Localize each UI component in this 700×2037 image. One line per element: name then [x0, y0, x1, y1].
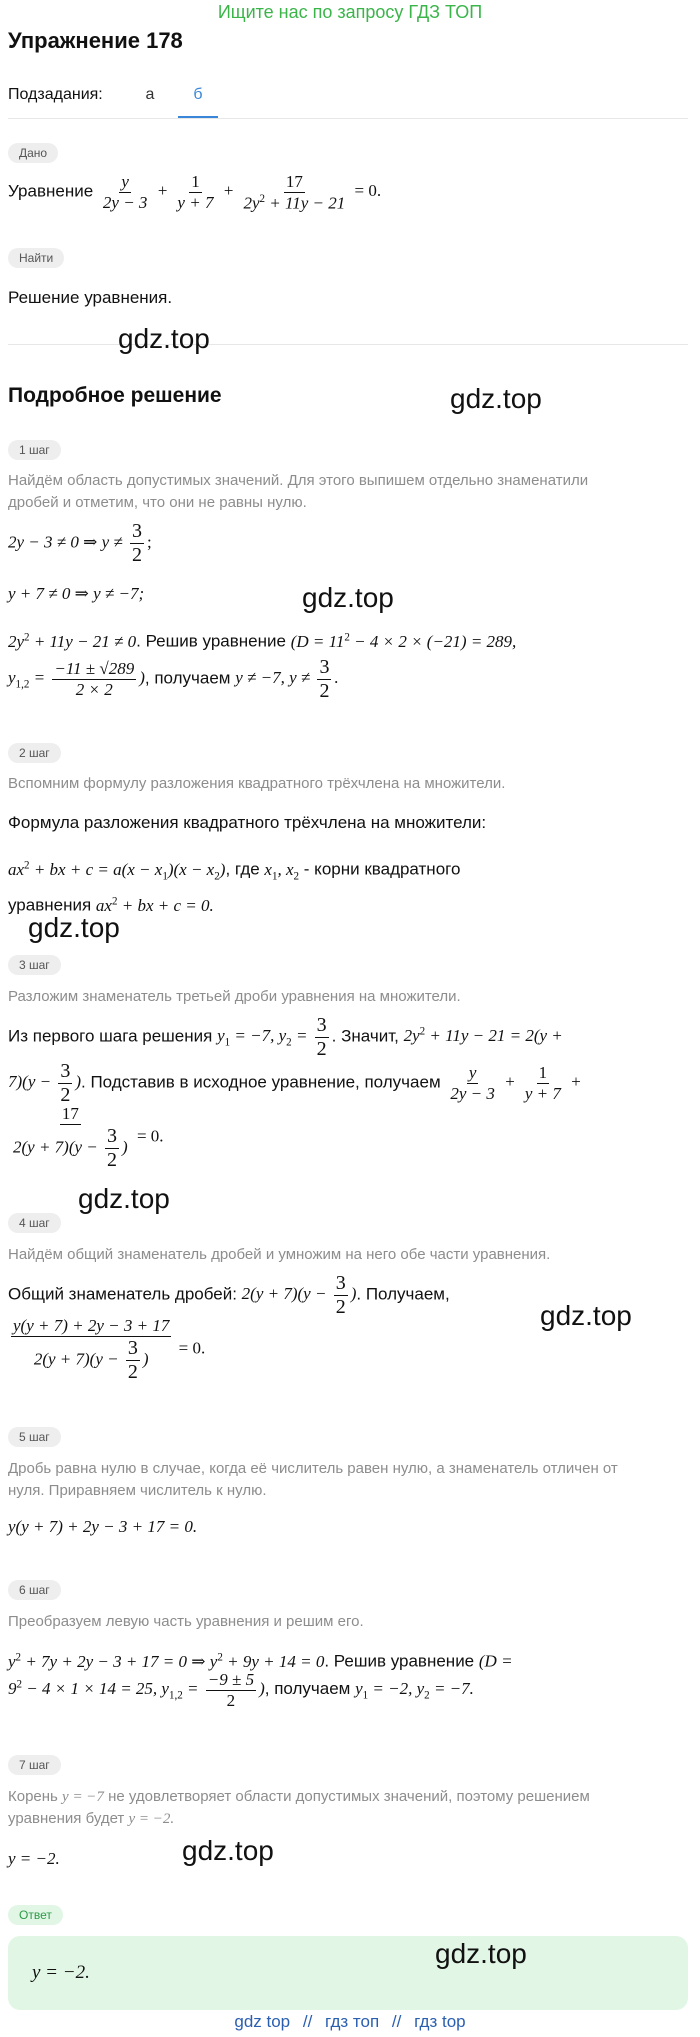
step-1-formula-3: $2y^2 + 11y - 21 \ne 0$. Решив уравнение ($D = 11^2 - 4 \times 2 \times (-21) = 289$,: [8, 631, 517, 651]
step-2-formula-cont: уравнения $ax^2$ + bx + c = 0.: [8, 895, 214, 915]
step-4-text-1: Общий знаменатель дробей:: [8, 1284, 242, 1304]
watermark: gdz.top: [28, 912, 120, 943]
step-7-chip: 7 шаг: [8, 1755, 61, 1775]
footer-sep-2: //: [391, 2012, 402, 2031]
solution-title: Подробное решение: [8, 384, 222, 407]
step-1-formula-4: $y_{1,2}$ = $\frac{-11 \pm √289}{2 \times 2}$ ), получаем y ≠ −7, y ≠ $\frac{3}{2}$ .: [8, 656, 339, 702]
step-2-desc: Вспомним формулу разложения квадратного трёхчлена на множители.: [8, 775, 506, 792]
step-2-formula: $ax^2$ + bx + $c = a(x - x_1)(x - x_2)$, где $x_1$, $x_2$ - корни квадратного: [8, 859, 461, 883]
find-text: Решение уравнения.: [8, 288, 173, 307]
step-7-desc-mid: не удовлетворяет области допустимых значений, поэтому решением: [103, 1788, 590, 1805]
promo-link[interactable]: Ищите нас по запросу ГДЗ ТОП: [217, 2, 483, 22]
page-title: Упражнение 178: [8, 28, 183, 53]
step-3-formula-1: Из первого шага решения $y_1 = -7$, $y_2$ = $\frac{3}{2}$ . Значит, $2y^2 + 11y - 21 = 2(y$ +: [8, 1014, 563, 1060]
step-2-text-2: - корни квадратного: [299, 859, 461, 879]
tab-a[interactable]: а: [145, 86, 155, 103]
step-3-text-3: . Подставив в исходное уравнение, получаем: [81, 1072, 446, 1092]
step-4-text-2: . Получаем,: [356, 1284, 450, 1304]
step-2-text-1: , где: [225, 859, 265, 879]
watermark: gdz.top: [182, 1835, 274, 1866]
step-6-desc: Преобразуем левую часть уравнения и решим его.: [8, 1613, 364, 1630]
step-7-desc: Корень y = −7 не удовлетворяет области допустимых значений, поэтому решением: [8, 1788, 590, 1805]
footer-link-3[interactable]: гдз top: [414, 2012, 466, 2031]
given-equation: Уравнение $\frac{y}{2y - 3}$ + $\frac{1}{y + 7}$ + $\frac{17}{2y^2 + 11y - 21}$ = 0.: [8, 172, 382, 213]
answer-box: [8, 1936, 688, 2010]
subtasks-label: Подзадания:: [8, 86, 103, 103]
divider: [8, 344, 688, 345]
step-3-text-2: . Значит,: [331, 1026, 404, 1046]
step-7-result: y = −2.: [8, 1849, 60, 1868]
step-1-text-2: , получаем: [144, 668, 236, 688]
footer-link-1[interactable]: gdz top: [234, 2012, 291, 2031]
step-4-desc: Найдём общий знаменатель дробей и умножим на него обе части уравнения.: [8, 1246, 551, 1263]
step-2-chip: 2 шаг: [8, 743, 61, 763]
find-chip: Найти: [8, 248, 64, 268]
step-4-formula-2: y(y + 7) + 2y − 3 + 17 2(y + 7)(y − $\frac{3}{2}$ ) = 0.: [13, 1316, 206, 1383]
step-1-desc: Найдём область допустимых значений. Для этого выпишем отдельно знаменатили: [8, 472, 589, 489]
step-3-formula-2: 7)(y − $\frac{3}{2}$ ). Подставив в исходное уравнение, получаем $\frac{y}{2y - 3}$ + $\frac{1}{y + 7}$ +: [8, 1060, 582, 1106]
answer-value: y = −2.: [32, 1962, 90, 1983]
step-2-formula-title: Формула разложения квадратного трёхчлена на множители:: [8, 813, 487, 832]
watermark: gdz.top: [118, 323, 210, 354]
step-3-chip: 3 шаг: [8, 955, 61, 975]
watermark: gdz.top: [540, 1300, 632, 1331]
step-4-chip: 4 шаг: [8, 1213, 61, 1233]
step-7-desc-1: Корень: [8, 1788, 63, 1805]
step-5-desc-2: нуля. Приравняем числитель к нулю.: [8, 1482, 267, 1499]
step-6-formula-1: $y^2 + 7y + 2y - 3 + 17 = 0$ ⇒ $y^2 + 9y + 14 = 0$. Решив уравнение (D =: [8, 1651, 513, 1671]
step-4-formula-1: Общий знаменатель дробей: 2(y + 7)(y − $\frac{3}{2}$ ). Получаем,: [8, 1272, 450, 1318]
step-6-text-2: , получаем: [264, 1678, 356, 1698]
given-prefix: Уравнение: [8, 181, 94, 201]
step-6-formula-2: $9^2 - 4 \times 1 \times 14 = 25$, $y_{1,2}$ = $\frac{-9 \pm 5}{2}$ ), получаем $y_1 = -2$, $y_2 = -7$.: [8, 1670, 474, 1710]
step-5-formula: y(y + 7) + 2y − 3 + 17 = 0.: [8, 1517, 198, 1536]
watermark: gdz.top: [435, 1938, 527, 1969]
given-chip: Дано: [8, 143, 58, 163]
step-6-chip: 6 шаг: [8, 1580, 61, 1600]
step-3-text-1: Из первого шага решения: [8, 1026, 218, 1046]
step-3-desc: Разложим знаменатель третьей дроби уравнения на множители.: [8, 988, 461, 1005]
answer-chip: Ответ: [8, 1905, 63, 1925]
step-5-chip: 5 шаг: [8, 1427, 61, 1447]
step-7-desc-2: уравнения будет y = −2.: [8, 1810, 175, 1827]
step-6-text-1: . Решив уравнение: [324, 1651, 479, 1671]
step-1-formula-2: y + 7 ≠ 0 ⇒ y ≠ −7;: [8, 584, 145, 603]
step-7-desc-2-text: уравнения будет: [8, 1810, 129, 1827]
footer-link-2[interactable]: гдз топ: [325, 2012, 380, 2031]
footer-links: [0, 2012, 700, 2032]
tab-b[interactable]: б: [178, 86, 218, 118]
step-1-text-1: . Решив уравнение: [136, 631, 291, 651]
step-1-desc-2: дробей и отметим, что они не равны нулю.: [8, 494, 307, 511]
watermark: gdz.top: [78, 1183, 170, 1214]
footer-sep-1: //: [302, 2012, 313, 2031]
watermark: gdz.top: [302, 582, 394, 613]
step-1-chip: 1 шаг: [8, 440, 61, 460]
step-3-formula-3: 17 2(y + 7)(y − $\frac{3}{2}$ ) = 0.: [13, 1104, 164, 1171]
subtasks-bar: [8, 84, 688, 119]
step-5-desc: Дробь равна нулю в случае, когда её числитель равен нулю, а знаменатель отличен от: [8, 1460, 618, 1477]
step-2-text-3: уравнения: [8, 895, 96, 915]
watermark: gdz.top: [450, 383, 542, 414]
step-1-formula-1: 2y − 3 ≠ 0 ⇒ y ≠ $\frac{3}{2}$ ;: [8, 520, 152, 566]
